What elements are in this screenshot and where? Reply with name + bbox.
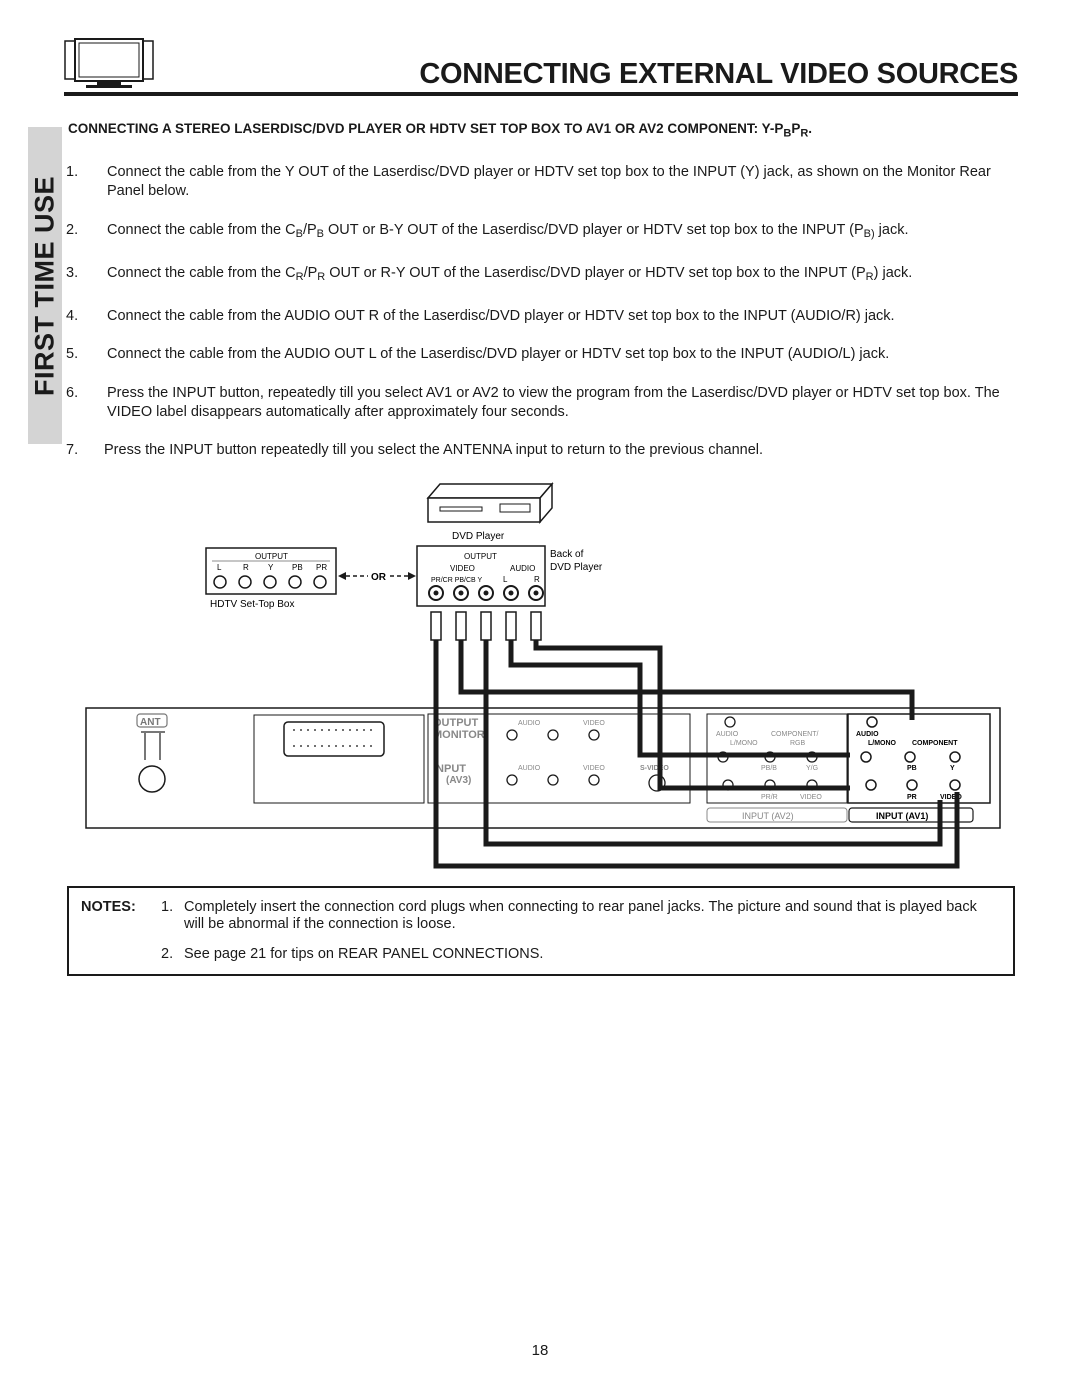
svg-text:COMPONENT: COMPONENT (912, 740, 958, 747)
step-5: 5. Connect the cable from the AUDIO OUT L of the Laserdisc/DVD player or HDTV set top box to the INPUT (AUDIO/L) jack. (66, 346, 890, 362)
svg-text:VIDEO: VIDEO (583, 765, 605, 772)
hdtv-label: HDTV Set-Top Box (210, 599, 295, 610)
note-1: 1. Completely insert the connection cord plugs when connecting to rear panel jacks. The picture and sound that is played back will be abnormal if the connection is loose. (161, 899, 977, 932)
svg-text:VIDEO: VIDEO (800, 794, 822, 801)
svg-text:COMPONENT/: COMPONENT/ (771, 731, 819, 738)
notes-label: NOTES: (81, 899, 136, 915)
step-3: 3. Connect the cable from the $C_R/P_R$ OUT or R-Y OUT of the Laserdisc/DVD player or HDTV set top box to the INPUT $(P_R)$ jack. (66, 265, 913, 283)
back-of-label: Back of (550, 549, 584, 560)
svg-text:AUDIO: AUDIO (518, 765, 541, 772)
dvd-jack-labels: PR/CR PB/CB Y (431, 577, 483, 584)
hdtv-jack-pr: PR (316, 563, 328, 572)
dvd-video-label: VIDEO (450, 564, 475, 573)
svg-text:AUDIO: AUDIO (518, 720, 541, 727)
svg-text:PB/B: PB/B (761, 765, 777, 772)
svg-text:AUDIO: AUDIO (716, 731, 739, 738)
page-number: 18 (531, 1342, 549, 1359)
monitor-label: MONITOR (433, 729, 485, 741)
svg-text:PB: PB (907, 765, 917, 772)
dvd-audio-label: AUDIO (510, 564, 536, 573)
svg-text:PR/R: PR/R (761, 794, 778, 801)
svg-text:Y: Y (950, 765, 955, 772)
svg-text:RGB: RGB (790, 740, 806, 747)
hdtv-jack-y: Y (268, 563, 274, 572)
svg-text:L/MONO: L/MONO (868, 740, 896, 747)
connection-diagram (0, 470, 1080, 890)
tv-icon (64, 38, 154, 90)
title-rule (64, 92, 1018, 96)
svg-text:VIDEO: VIDEO (940, 794, 962, 801)
or-label: OR (371, 572, 386, 583)
dvd-player-drawing (428, 484, 552, 522)
page-title: CONNECTING EXTERNAL VIDEO SOURCES (419, 58, 1018, 90)
svg-text:Y/G: Y/G (806, 765, 819, 772)
dvd-l-label: L (503, 575, 508, 584)
svg-text:AUDIO: AUDIO (856, 731, 879, 738)
step-6: 6. Press the INPUT button, repeatedly till you select AV1 or AV2 to view the program from the Laserdisc/DVD player or HDTV set top box. The VIDEO label disappears automatically after approximately four seconds. (66, 385, 1000, 420)
input-av3-label: INPUT (433, 763, 466, 775)
svg-text:L/MONO: L/MONO (730, 740, 758, 747)
note-2: 2. See page 21 for tips on REAR PANEL CONNECTIONS. (161, 946, 544, 962)
ant-label: ANT (140, 717, 161, 728)
step-4: 4. Connect the cable from the AUDIO OUT R of the Laserdisc/DVD player or HDTV set top box to the INPUT (AUDIO/R) jack. (66, 308, 895, 324)
sidebar-label: FIRST TIME USE (29, 175, 60, 396)
back-of-label-2: DVD Player (550, 562, 603, 573)
svg-text:S-VIDEO: S-VIDEO (640, 765, 669, 772)
dvd-player-label: DVD Player (452, 531, 505, 542)
input-av2-label: INPUT (AV2) (742, 811, 794, 821)
dvd-output-label: OUTPUT (464, 552, 497, 561)
step-2: 2. Connect the cable from the $C_B/P_B$ OUT or B-Y OUT of the Laserdisc/DVD player or HDTV set top box to the INPUT ($P_{B)}$ jack. (66, 222, 909, 240)
output-label: OUTPUT (433, 717, 479, 729)
step-7: 7. Press the INPUT button repeatedly till you select the ANTENNA input to return to the previous channel. (66, 442, 764, 458)
notes-box (67, 886, 1015, 976)
dvd-r-label: R (534, 575, 540, 584)
hdtv-jack-l: L (217, 563, 222, 572)
hdtv-jack-r: R (243, 563, 249, 572)
svg-text:PR: PR (907, 794, 917, 801)
section-subheading: CONNECTING A STEREO LASERDISC/DVD PLAYER OR HDTV SET TOP BOX TO AV1 OR AV2 COMPONENT: $Y-P_BP_R$. (68, 121, 813, 140)
hdtv-jack-pb: PB (292, 563, 303, 572)
input-av1-label: INPUT (AV1) (876, 811, 929, 821)
svg-text:VIDEO: VIDEO (583, 720, 605, 727)
av3-label: (AV3) (446, 775, 472, 786)
step-1: 1. Connect the cable from the Y OUT of the Laserdisc/DVD player or HDTV set top box to the INPUT (Y) jack, as shown on the Monitor Rear Panel below. (66, 164, 991, 199)
hdtv-output-label: OUTPUT (255, 552, 288, 561)
